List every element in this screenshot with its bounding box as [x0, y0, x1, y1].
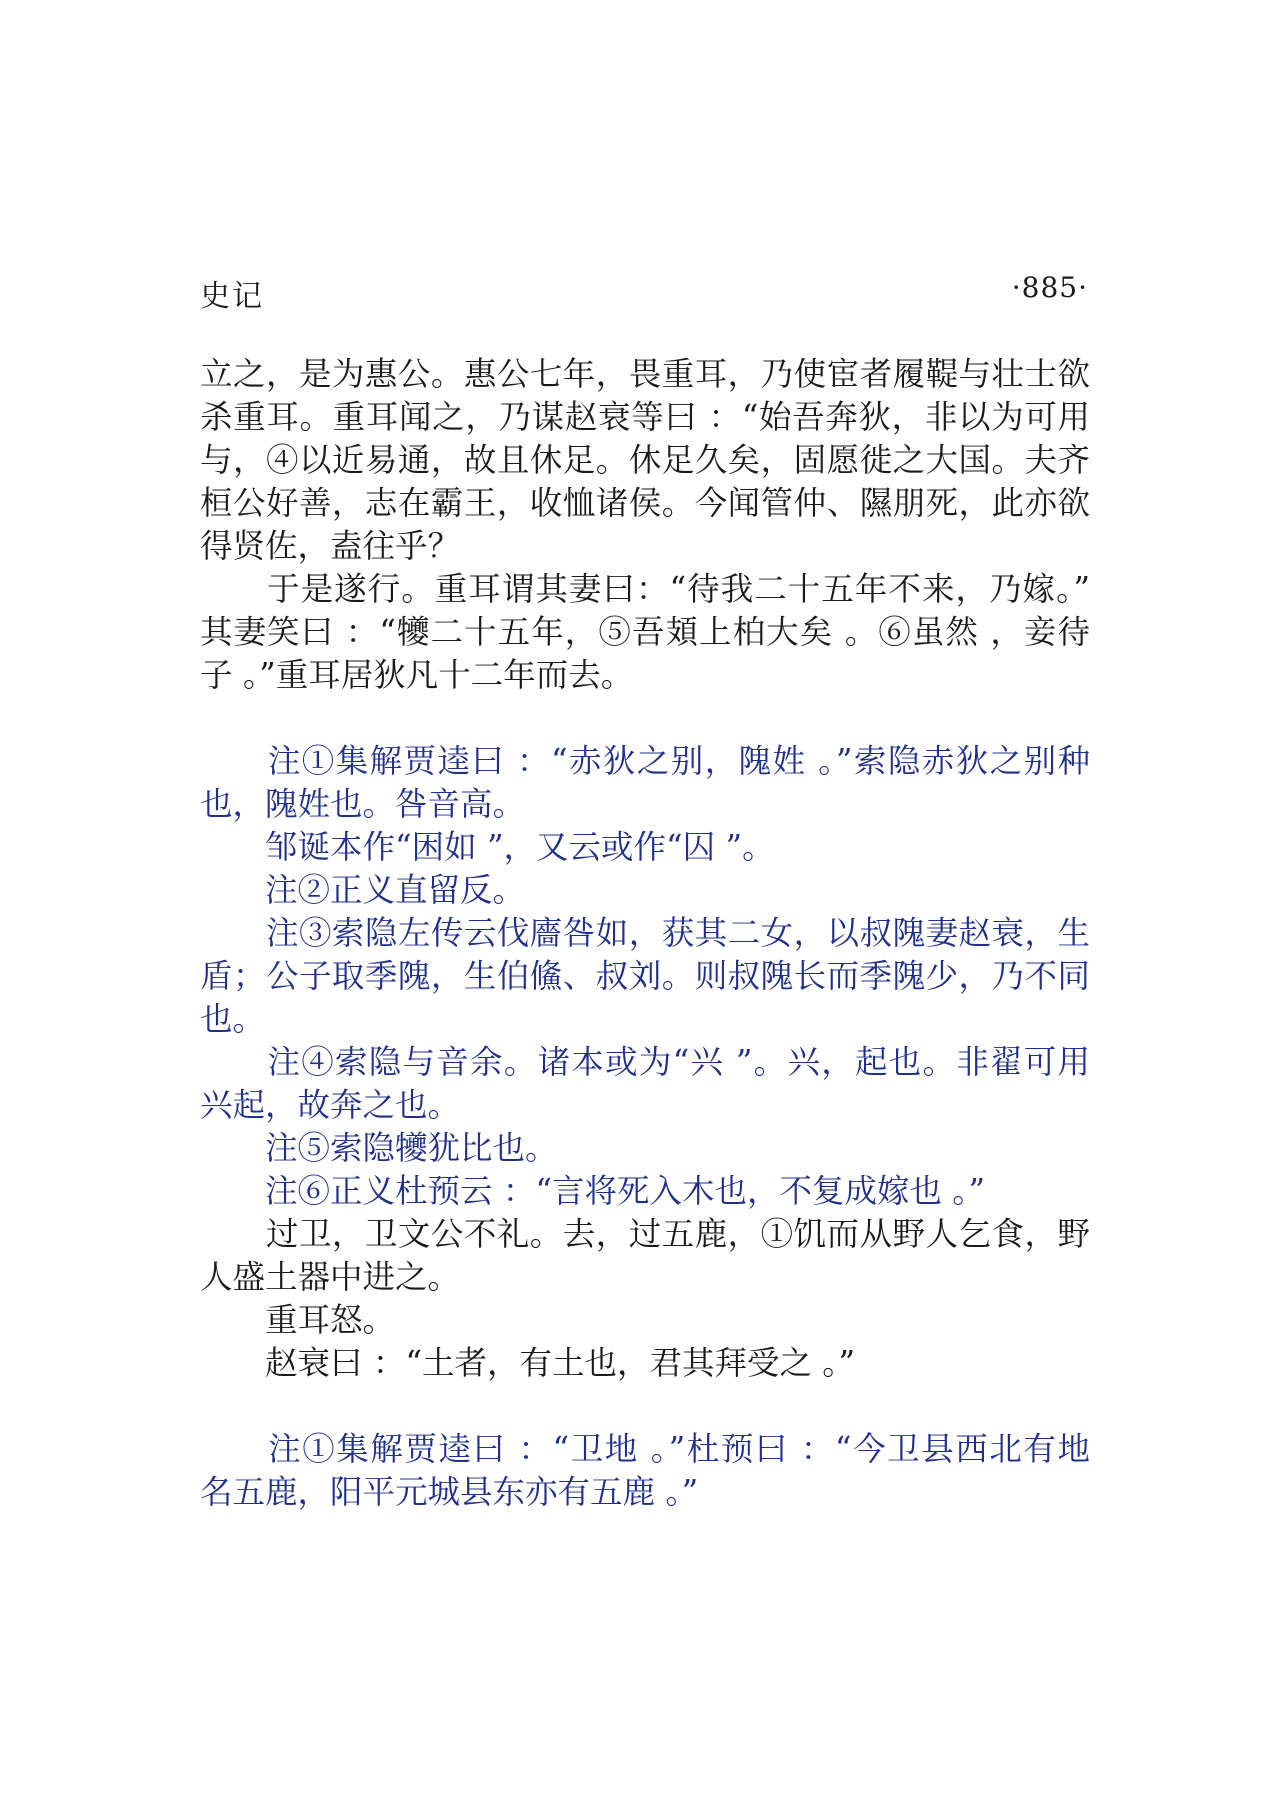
text-line: 其妻笑曰 ：“犪二十五年，⑤吾頍上柏大矣 。⑥虽然 ，妾待 — [200, 613, 1090, 651]
text-line: 赵衰曰 ：“土者，有土也，君其拜受之 。” — [200, 1344, 856, 1382]
note-line: 注③索隐左传云伐廧咎如，获其二女，以叔隗妻赵衰，生 — [200, 914, 1090, 952]
paragraph-gap — [200, 1385, 1090, 1428]
text-line: 桓公好善，志在霸王，收恤诸侯。今闻管仲、隰朋死，此亦欲 — [200, 484, 1090, 522]
page-number: ·885· — [1011, 271, 1088, 304]
running-header — [200, 265, 1088, 315]
text-line: 与，④以近易通，故且休足。休足久矣，固愿徙之大国。夫齐 — [200, 441, 1090, 479]
book-title: 史记 — [200, 279, 264, 314]
note-line: 注⑤索隐犪犹比也。 — [200, 1129, 558, 1167]
text-line: 杀重耳。重耳闻之，乃谋赵衰等曰 ：“始吾奔狄，非以为可用 — [200, 398, 1090, 436]
note-line: 注①集解贾逵曰 ：“赤狄之别，隗姓 。”索隐赤狄之别种 — [200, 742, 1090, 780]
body-text — [200, 353, 1090, 1514]
text-line: 过卫，卫文公不礼。去，过五鹿，①饥而从野人乞食，野 — [200, 1215, 1090, 1253]
note-line: 盾；公子取季隗，生伯鯈、叔刘。则叔隗长而季隗少，乃不同 — [200, 957, 1090, 995]
note-line: 注⑥正义杜预云 ：“言将死入木也，不复成嫁也 。” — [200, 1172, 986, 1210]
text-line: 得贤佐，盍往乎？ — [200, 527, 461, 565]
text-line: 子 。”重耳居狄凡十二年而去。 — [200, 656, 634, 694]
text-line: 于是遂行。重耳谓其妻曰：“待我二十五年不来，乃嫁。” — [200, 570, 1090, 608]
note-line: 兴起，故奔之也。 — [200, 1086, 461, 1124]
note-line: 也。 — [200, 1000, 266, 1038]
note-line: 注②正义直留反。 — [200, 871, 526, 909]
text-line: 立之，是为惠公。惠公七年，畏重耳，乃使宦者履鞮与壮士欲 — [200, 355, 1090, 393]
note-line: 邹诞本作“困如 ”，又云或作“囚 ”。 — [200, 828, 775, 866]
paragraph-gap — [200, 697, 1090, 740]
text-line: 重耳怒。 — [200, 1301, 396, 1339]
note-line: 名五鹿，阳平元城县东亦有五鹿 。” — [200, 1473, 699, 1511]
text-line: 人盛土器中进之。 — [200, 1258, 461, 1296]
note-line: 注①集解贾逵曰 ：“卫地 。”杜预曰 ：“今卫县西北有地 — [200, 1430, 1090, 1468]
note-line: 注④索隐与音余。诸本或为“兴 ”。兴，起也。非翟可用 — [200, 1043, 1090, 1081]
note-line: 也，隗姓也。咎音高。 — [200, 785, 526, 823]
